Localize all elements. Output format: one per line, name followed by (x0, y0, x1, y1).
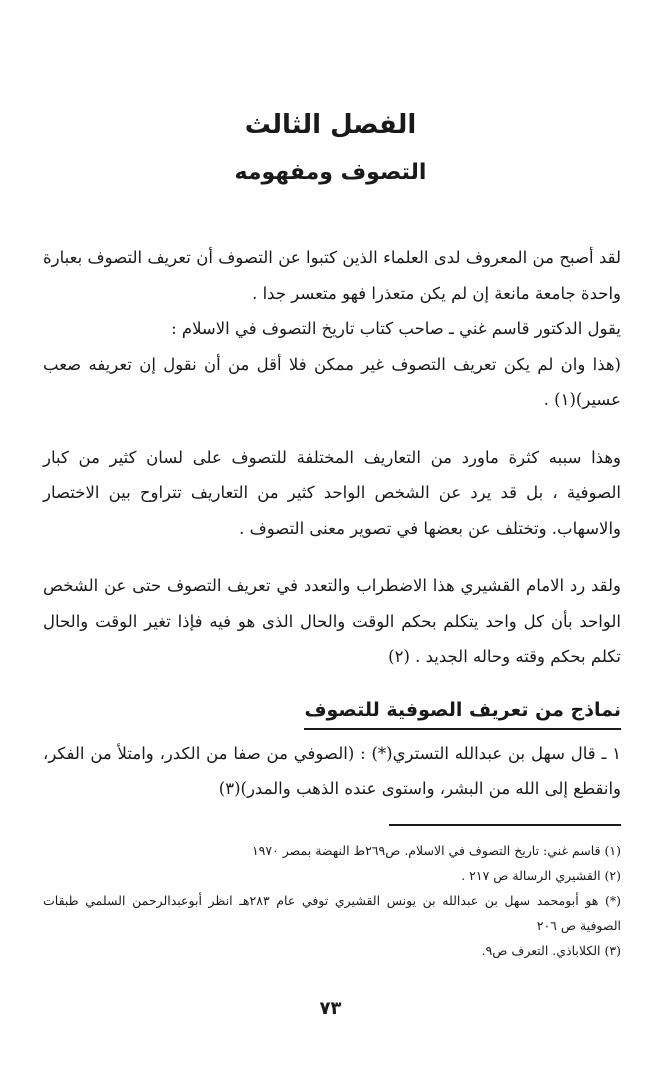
paragraph-4: وهذا سببه كثرة ماورد من التعاريف المختلفة للتصوف على لسان كثير من كبار الصوفية ، بل قد يرد عن الشخص الواحد كثير من التعاريف تتراوح بين الاختصار والاسهاب. وتختلف عن بعضها في تصوير معنى التصوف . (43, 447, 621, 538)
page-number: ٧٣ (319, 998, 342, 1019)
paragraph-2: يقول الدكتور قاسم غني ـ صاحب كتاب تاريخ التصوف في الاسلام : (171, 319, 621, 338)
footnote-3: (٣) الكلاباذي. التعرف ص٩. (481, 943, 621, 958)
footnotes (43, 838, 621, 963)
paragraph-5: ولقد رد الامام القشيري هذا الاضطراب والتعدد في تعريف التصوف حتى عن الشخص الواحد بأن كل واحد يتكلم بحكم الوقت والحال الذى هو فيه فإذا تغير الوقت والحال تكلم بحكم وقته وحاله الجديد . (٢) (43, 576, 621, 666)
footnote-2: (٢) القشيري الرسالة ص ٢١٧ . (461, 868, 621, 883)
definition-item-1: ١ ـ قال سهل بن عبدالله التستري(*) : (الصوفي من صفا من الكدر، وامتلأ من الفكر، وانقطع إلى الله من البشر، واستوى عنده الذهب والمدر)(٣) (43, 743, 621, 798)
footnote-divider (389, 824, 621, 826)
section-heading: نماذج من تعريف الصوفية للتصوف (304, 694, 621, 730)
chapter-subtitle: التصوف ومفهومه (234, 160, 427, 185)
paragraph-1: لقد أصبح من المعروف لدى العلماء الذين كتبوا عن التصوف أن تعريف التصوف بعبارة واحدة جامعة مانعة إن لم يكن متعذرا فهو متعسر جدا . (43, 248, 621, 303)
paragraph-3: (هذا وان لم يكن تعريف التصوف غير ممكن فلا أقل من أن نقول إن تعريفه صعب عسير)(١) . (43, 354, 621, 409)
chapter-title: الفصل الثالث (244, 110, 417, 140)
footnote-1: (١) قاسم غني: تاريخ التصوف في الاسلام. ص٢٦٩ط النهضة بمصر ١٩٧٠ (251, 843, 621, 858)
body-text (43, 240, 621, 807)
footnote-star: (*) هو أبومحمد سهل بن عبدالله بن يونس القشيري توفي عام ٢٨٣هـ انظر أبوعبدالرحمن السلمي طبقات الصوفية ص ٢٠٦ (43, 893, 621, 933)
